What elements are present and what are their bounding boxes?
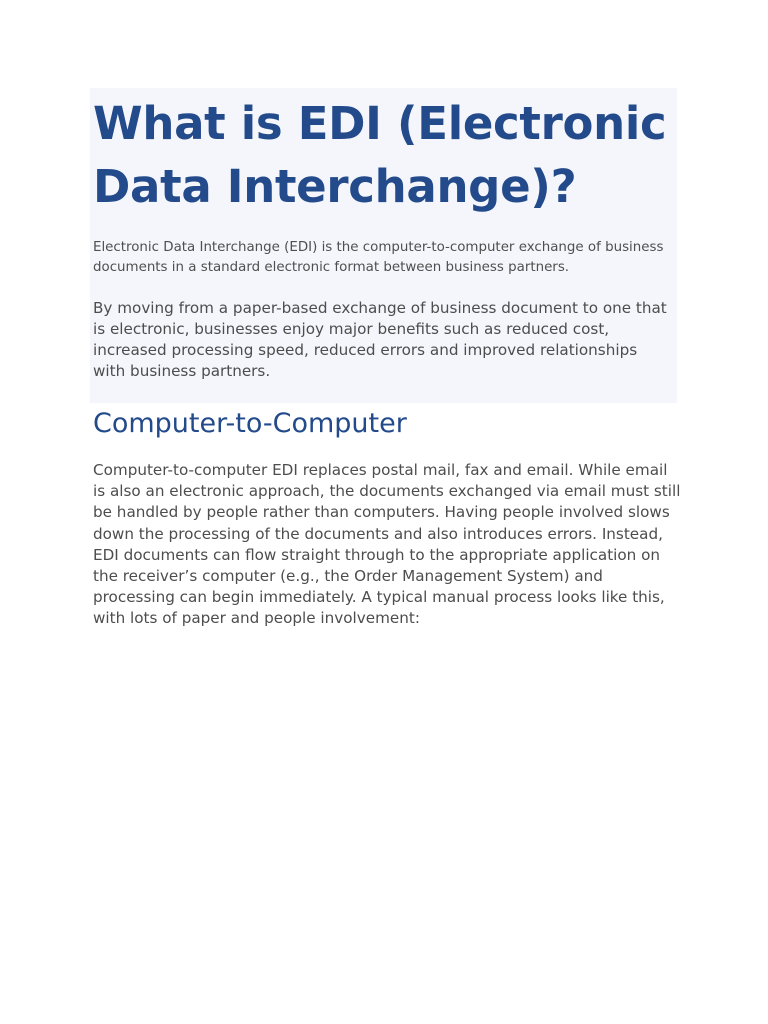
page-title: What is EDI (Electronic Data Interchange)? [93,97,667,213]
section-body-paragraph: Computer-to-computer EDI replaces postal mail, fax and email. While email is also an electronic approach, the documents exchanged via email must still be handled by people rather than computers. Having people involved slows down the processing of the documents and also introduces errors. Instead, EDI documents can flow straight through to the appropriate application on the receiver’s computer (e.g., the Order Management System) and processing can begin immediately. A typical manual process looks like this, with lots of paper and people involvement: [93,461,681,628]
section-heading: Computer-to-Computer [93,408,407,439]
intro-benefits-paragraph: By moving from a paper-based exchange of business document to one that is electronic, businesses enjoy major benefits such as reduced cost, increased processing speed, reduced errors and improved relationships with business partners. [93,299,667,380]
intro-lead-paragraph: Electronic Data Interchange (EDI) is the computer-to-computer exchange of business documents in a standard electronic format between business partners. [93,240,664,275]
